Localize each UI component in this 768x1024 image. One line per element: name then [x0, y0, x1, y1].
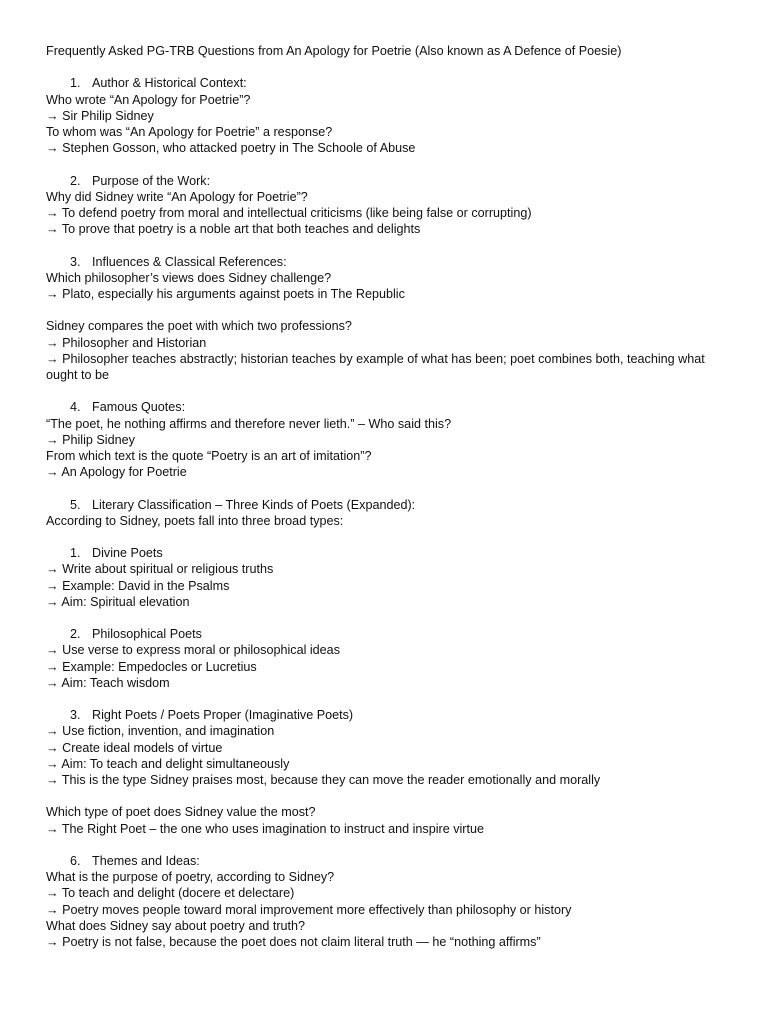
section-heading-text: Literary Classification – Three Kinds of Poets (Expanded): — [92, 497, 416, 512]
subsection-heading-philosophical-poets — [46, 626, 726, 642]
subsection-number: 2. — [70, 627, 81, 642]
answer-line: → The Right Poet – the one who uses imagination to instruct and inspire virtue — [46, 821, 484, 836]
question-line: Sidney compares the poet with which two professions? — [46, 319, 352, 334]
spacer — [46, 837, 726, 853]
answer-line: → This is the type Sidney praises most, because they can move the reader emotionally and morally — [46, 773, 601, 787]
answer-line: → Sir Philip Sidney — [46, 108, 154, 123]
spacer — [46, 383, 726, 399]
section-heading-text: Influences & Classical References: — [92, 254, 287, 269]
answer-line: → Example: David in the Psalms — [46, 578, 230, 593]
spacer — [46, 480, 726, 496]
section-heading-influences — [46, 254, 726, 270]
answer-line: → An Apology for Poetrie — [46, 465, 187, 480]
spacer — [46, 691, 726, 707]
section-number: 6. — [70, 853, 81, 868]
question-line: To whom was “An Apology for Poetrie” a response? — [46, 125, 333, 139]
answer-line-wrapped: → Philosopher teaches abstractly; historian teaches by example of what has been; poet combines both, teaching what ought to be — [46, 351, 705, 382]
spacer — [46, 529, 726, 545]
subsection-heading-right-poets — [46, 707, 726, 723]
spacer — [46, 302, 726, 318]
answer-line: → Aim: Spiritual elevation — [46, 594, 190, 609]
answer-line: → Poetry moves people toward moral improvement more effectively than philosophy or history — [46, 902, 572, 917]
answer-line: → Use verse to express moral or philosophical ideas — [46, 643, 340, 658]
answer-line: → To teach and delight (docere et delectare) — [46, 886, 295, 901]
spacer — [46, 237, 726, 253]
answer-line: → Philosopher and Historian — [46, 335, 207, 350]
question-line: What does Sidney say about poetry and truth? — [46, 918, 306, 933]
section-heading-text: Themes and Ideas: — [92, 853, 200, 868]
question-line: Which type of poet does Sidney value the most? — [46, 805, 316, 820]
spacer — [46, 156, 726, 172]
question-line: Who wrote “An Apology for Poetrie”? — [46, 92, 251, 107]
question-line: What is the purpose of poetry, according to Sidney? — [46, 870, 335, 885]
section-number: 3. — [70, 254, 81, 269]
subsection-number: 1. — [70, 546, 81, 561]
section-number: 4. — [70, 400, 81, 415]
answer-line: → Example: Empedocles or Lucretius — [46, 659, 257, 674]
section-heading-author-context — [46, 75, 726, 91]
subsection-heading-text: Right Poets / Poets Proper (Imaginative Poets) — [92, 708, 354, 723]
spacer — [46, 610, 726, 626]
document-title: Frequently Asked PG-TRB Questions from An Apology for Poetrie (Also known as A Defence of Poesie) — [46, 44, 622, 58]
answer-line: → Plato, especially his arguments against poets in The Republic — [46, 287, 405, 301]
answer-line: → To defend poetry from moral and intellectual criticisms (like being false or corrupting) — [46, 206, 532, 220]
answer-line: → Aim: Teach wisdom — [46, 675, 170, 690]
section-heading-text: Famous Quotes: — [92, 400, 186, 415]
section-number: 1. — [70, 76, 81, 91]
question-line: From which text is the quote “Poetry is an art of imitation”? — [46, 449, 372, 463]
document-page — [46, 43, 726, 950]
section-heading-famous-quotes — [46, 399, 726, 415]
answer-line: → Philip Sidney — [46, 432, 135, 447]
section-heading-purpose — [46, 173, 726, 189]
spacer — [46, 788, 726, 804]
question-line: “The poet, he nothing affirms and therefore never lieth.” – Who said this? — [46, 416, 452, 431]
answer-line: → Create ideal models of virtue — [46, 740, 223, 755]
question-line: Which philosopher’s views does Sidney challenge? — [46, 270, 332, 285]
intro-line: According to Sidney, poets fall into three broad types: — [46, 513, 344, 528]
answer-line: → Aim: To teach and delight simultaneously — [46, 756, 290, 771]
answer-line: → To prove that poetry is a noble art that both teaches and delights — [46, 222, 421, 237]
spacer — [46, 59, 726, 75]
section-heading-classification — [46, 497, 726, 513]
question-line: Why did Sidney write “An Apology for Poetrie”? — [46, 189, 308, 204]
section-heading-text: Purpose of the Work: — [92, 173, 211, 188]
subsection-number: 3. — [70, 708, 81, 723]
section-heading-themes — [46, 853, 726, 869]
answer-line: → Poetry is not false, because the poet does not claim literal truth — he “nothing affirms” — [46, 935, 541, 949]
answer-line: → Write about spiritual or religious truths — [46, 562, 274, 577]
answer-line: → Use fiction, invention, and imagination — [46, 724, 275, 739]
section-number: 2. — [70, 173, 81, 188]
subsection-heading-text: Divine Poets — [92, 546, 163, 561]
subsection-heading-divine-poets — [46, 545, 726, 561]
section-heading-text: Author & Historical Context: — [92, 76, 247, 91]
answer-line: → Stephen Gosson, who attacked poetry in The Schoole of Abuse — [46, 141, 416, 156]
section-number: 5. — [70, 497, 81, 512]
subsection-heading-text: Philosophical Poets — [92, 627, 202, 642]
